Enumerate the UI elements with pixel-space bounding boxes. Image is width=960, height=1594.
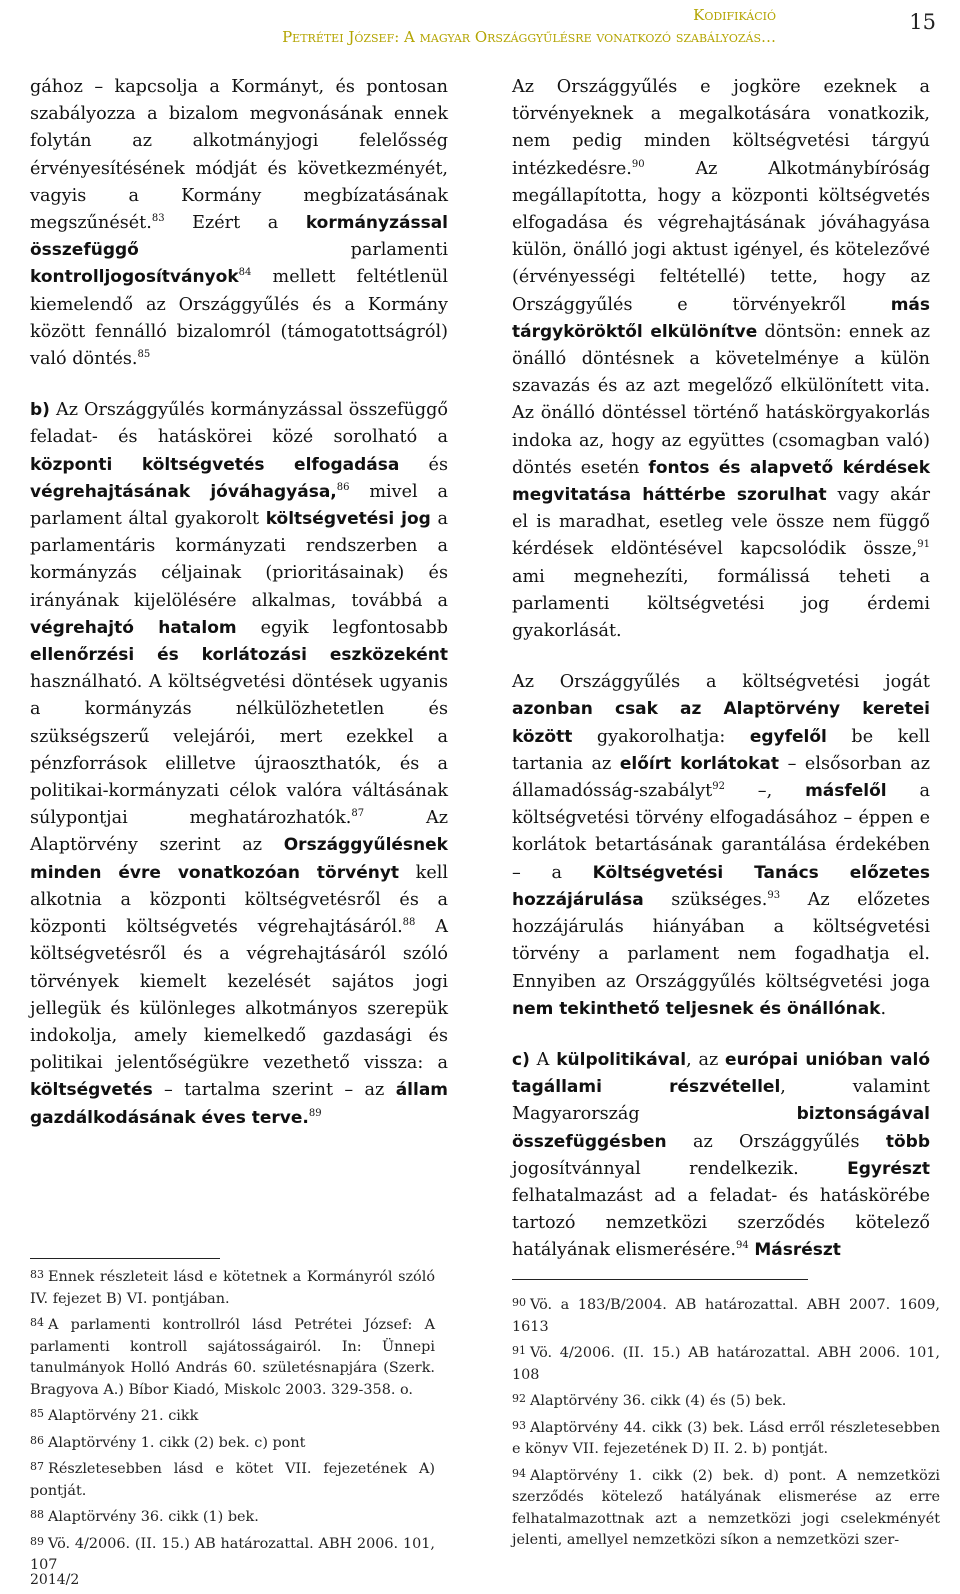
- bold-text: Országgyűlésnek minden évre vonatkozóan törvényt: [30, 835, 448, 883]
- footnote: [30, 1531, 435, 1577]
- footnote-number: 88: [30, 1508, 44, 1521]
- footnote-text: Alaptörvény 21. cikk: [48, 1408, 199, 1424]
- text-run: A: [529, 1049, 557, 1070]
- text-run: és: [399, 454, 448, 475]
- text-run: Az Országgyűlés kormányzással összefüggő feladat- és hatáskörei közé sorolható a: [30, 400, 448, 448]
- text-run: parlamenti: [138, 240, 448, 261]
- bold-text: Másrészt: [754, 1240, 841, 1261]
- footnote-number: 91: [512, 1344, 526, 1357]
- text-run: kell alkotnia a központi költségvetésről és a központi költségvetés végrehajtásáról.: [30, 862, 448, 938]
- footnote-ref: 83: [151, 213, 165, 225]
- text-run: ami megnehezíti, formálissá teheti a parlamenti költségvetési jog érdemi gyakorlását.: [512, 566, 930, 642]
- footnote-ref: 86: [336, 481, 350, 493]
- footnote-ref: 93: [767, 890, 781, 902]
- text-run: gához – kapcsolja a Kormányt, és pontosan szabályozza a bizalom megvonásának ennek folytán az alkotmányjogi felelősség érvényesítésének módját és következményét, vagyis a Kormány megbízatásának megszűnését.: [30, 77, 448, 234]
- footnote-divider: [30, 1258, 220, 1259]
- text-run: használható. A költségvetési döntések ugyanis a kormányzás nélkülözhetetlen és szükségszerű velejárói, mert ezekkel a pénzforrások elilletve újraoszthatók, és a politikai-kormányzati célok valóra váltásának súlypontjai meghatározhatók.: [30, 672, 448, 829]
- text-run: –,: [724, 781, 806, 802]
- text-run: jogosítvánnyal rendelkezik.: [512, 1158, 848, 1179]
- footnote: [512, 1463, 940, 1552]
- footnote-text: Alaptörvény 36. cikk (4) és (5) bek.: [530, 1393, 787, 1409]
- paragraph: [512, 669, 930, 1023]
- bold-text: biztonságával összefüggésben: [512, 1104, 930, 1152]
- text-run: , valamint Magyarország: [512, 1077, 930, 1125]
- footnotes-left: [30, 1264, 435, 1579]
- footnote: [512, 1415, 940, 1461]
- bold-text: előírt korlátokat: [619, 753, 780, 774]
- footnote-text: Alaptörvény 1. cikk (2) bek. d) pont. A nemzetközi szerződés kötelező hatályának elismerése az erre felhatalmazottnak azt a nemzetközi jogi cselekményét jelenti, amellyel nemzetközi síkon a nemzetközi szer-: [512, 1467, 940, 1548]
- left-column: [30, 74, 448, 1156]
- footnotes-right: [512, 1292, 940, 1554]
- bold-text: kontrolljogosítványok: [30, 267, 239, 288]
- paragraph: [30, 74, 448, 373]
- footnote-number: 85: [30, 1407, 44, 1420]
- footnote: [30, 1456, 435, 1502]
- text-run: – elsősorban az államadósság-szabályt: [512, 753, 930, 802]
- footnote-text: Alaptörvény 36. cikk (1) bek.: [48, 1509, 259, 1525]
- issue-number: 2014/2: [30, 1572, 80, 1588]
- text-run: a költségvetési törvény elfogadásához – éppen e korlátok betartásának garantálása érdekében – a: [512, 781, 930, 883]
- bold-text: külpolitikával: [556, 1049, 687, 1070]
- footnote: [512, 1292, 940, 1338]
- bold-text: végrehajtó hatalom: [30, 617, 237, 638]
- bold-text: másfelől: [805, 781, 887, 802]
- right-column: [512, 74, 930, 1289]
- bold-text: költségvetési jog: [265, 509, 431, 530]
- bold-text: egyfelől: [749, 726, 827, 747]
- text-run: Az Országgyűlés e jogköre ezeknek a törvényeknek a megalkotására vonatkozik, nem pedig minden költségvetési tárgyú intézkedésre.: [512, 77, 930, 179]
- footnote-ref: 85: [137, 349, 151, 361]
- text-run: , az: [686, 1049, 726, 1070]
- footnote-text: Vö. 4/2006. (II. 15.) AB határozattal. ABH 2006. 101, 107: [30, 1535, 435, 1573]
- text-run: döntsön: ennek az önálló döntésnek a követelménye a külön szavazás és az azt megelőző elkülönített vita. Az önálló döntéssel történő hatáskörgyakorlás indoka az, hogy az együttes (csomagban való) döntés esetén: [512, 321, 930, 478]
- bold-text: Egyrészt: [847, 1158, 930, 1179]
- footnote-number: 93: [512, 1418, 526, 1432]
- footnote-text: Vö. a 183/B/2004. AB határozattal. ABH 2007. 1609, 1613: [512, 1297, 940, 1335]
- footnote-ref: 87: [351, 808, 365, 820]
- running-header: [0, 2, 960, 50]
- footnote-ref: 94: [735, 1240, 749, 1252]
- footnote-ref: 91: [917, 539, 930, 551]
- bold-text: állam gazdálkodásának éves terve.: [30, 1080, 448, 1128]
- footnote-number: 92: [512, 1392, 526, 1405]
- footnote: [30, 1504, 435, 1529]
- bold-text: kormányzással összefüggő: [30, 213, 448, 261]
- footnote-number: 84: [30, 1316, 44, 1329]
- text-run: a parlamentáris kormányzati rendszerben a kormányzás céljainak (prioritásainak) és irányának kijelölésére alkalmas, továbbá a: [30, 509, 449, 611]
- footnote-text: Részletesebben lásd e kötet VII. fejezetének A) pontját.: [30, 1461, 435, 1499]
- text-run: mivel a parlament által gyakorolt: [30, 481, 448, 530]
- text-run: be kell tartania az: [512, 726, 930, 774]
- text-run: Az Országgyűlés a költségvetési jogát: [512, 672, 930, 693]
- page-number: 15: [909, 10, 936, 34]
- footnote-ref: 84: [238, 267, 252, 279]
- footnote-ref: 90: [631, 158, 645, 170]
- footnote-ref: 88: [402, 917, 416, 929]
- footnote-ref: 89: [308, 1107, 322, 1119]
- text-run: Az Alkotmánybíróság megállapította, hogy a központi költségvetés elfogadása és végrehajtásának jóváhagyása külön, önálló jogi aktust igényel, és kötelezővé (érvényességi feltétellé) tette, hogy az Országgyűlés e törvényekről: [512, 158, 930, 315]
- article-title: Petrétei József: A magyar Országgyűlésre vonatkozó szabályozás…: [282, 28, 776, 46]
- text-run: vagy akár el is maradhat, esetleg vele össze nem függő kérdések eldöntésével kapcsolódik össze,: [512, 485, 930, 560]
- text-run: mellett feltétlenül kiemelendő az Országgyűlés és a Kormány között fennálló bizalomról (támogatottságról) való döntés.: [30, 267, 448, 370]
- text-run: A költségvetésről és a végrehajtásáról szóló törvények kiemelt kezelését sajátos jogi jellegük és különleges alkotmányos szerepük indokolja, amely kiemelkedő gazdasági és politikai jelentőségükre vezethető vissza: a: [30, 917, 448, 1074]
- text-run: szükséges.: [643, 889, 768, 910]
- bold-text: költségvetés: [30, 1080, 153, 1101]
- bold-text: fontos és alapvető kérdések megvitatása háttérbe szorulhat: [512, 457, 930, 506]
- text-run: – tartalma szerint – az: [152, 1080, 396, 1101]
- text-run: Ezért a: [164, 213, 306, 234]
- text-run: az Országgyűlés: [666, 1131, 886, 1152]
- footnote-text: Ennek részleteit lásd e kötetnek a Kormányról szóló IV. fejezet B) VI. pontjában.: [30, 1269, 435, 1307]
- bold-text: más tárgyköröktől elkülönítve: [512, 294, 930, 342]
- footnote-text: Alaptörvény 1. cikk (2) bek. c) pont: [48, 1434, 306, 1451]
- bold-text: Költségvetési Tanács előzetes hozzájárulása: [512, 862, 930, 910]
- text-run: egyik legfontosabb: [236, 617, 449, 638]
- paragraph: [30, 397, 448, 1131]
- footnote-number: 89: [30, 1534, 44, 1548]
- bold-text: b): [30, 400, 50, 421]
- footnote: [512, 1340, 940, 1386]
- footnote: [512, 1388, 940, 1413]
- footnote-text: Alaptörvény 44. cikk (3) bek. Lásd erről részletesebben e könyv VII. fejezetének D) II. 2. b) pontját.: [512, 1419, 940, 1457]
- footnote: [30, 1312, 435, 1401]
- footnote-divider: [512, 1279, 808, 1280]
- footnote-number: 90: [512, 1296, 526, 1309]
- footnote-text: Vö. 4/2006. (II. 15.) AB határozattal. ABH 2006. 101, 108: [512, 1345, 940, 1383]
- bold-text: c): [512, 1049, 530, 1070]
- bold-text: nem tekinthető teljesnek és önállónak: [512, 998, 881, 1019]
- text-run: Az Alaptörvény szerint az: [30, 808, 448, 856]
- footnote-number: 83: [30, 1268, 44, 1281]
- text-run: Az előzetes hozzájárulás hiányában a költségvetési törvény a parlament nem fogadhatja el. Ennyiben az Országgyűlés költségvetési joga: [512, 889, 931, 992]
- bold-text: központi költségvetés elfogadása: [30, 454, 400, 475]
- text-run: felhatalmazást ad a feladat- és hatáskörébe tartozó nemzetközi szerződés kötelező hatályának elismerésére.: [512, 1185, 930, 1261]
- journal-title: Kodifikáció: [693, 6, 776, 24]
- paragraph: [512, 74, 930, 645]
- footnote-number: 87: [30, 1460, 44, 1473]
- bold-text: végrehajtásának jóváhagyása,: [30, 481, 337, 502]
- footnote-text: A parlamenti kontrollról lásd Petrétei József: A parlamenti kontroll sajátosságairól. In: Ünnepi tanulmányok Holló András 60. születésnapjára (Szerk. Bragyova A.) Bíbor Kiadó, Miskolc 2003. 329-358. o.: [30, 1317, 435, 1398]
- footnote: [30, 1403, 435, 1428]
- footnote-number: 86: [30, 1433, 44, 1447]
- footnote: [30, 1430, 435, 1455]
- footnote: [30, 1264, 435, 1310]
- bold-text: európai unióban való tagállami részvétellel: [512, 1049, 930, 1098]
- text-run: .: [880, 998, 887, 1019]
- footnote-ref: 92: [712, 781, 725, 793]
- footnote-number: 94: [512, 1466, 526, 1480]
- bold-text: több: [885, 1131, 930, 1152]
- text-run: gyakorolhatja:: [572, 726, 750, 747]
- bold-text: ellenőrzési és korlátozási eszközeként: [30, 645, 448, 666]
- bold-text: azonban csak az Alaptörvény keretei között: [512, 699, 930, 747]
- paragraph: [512, 1047, 930, 1265]
